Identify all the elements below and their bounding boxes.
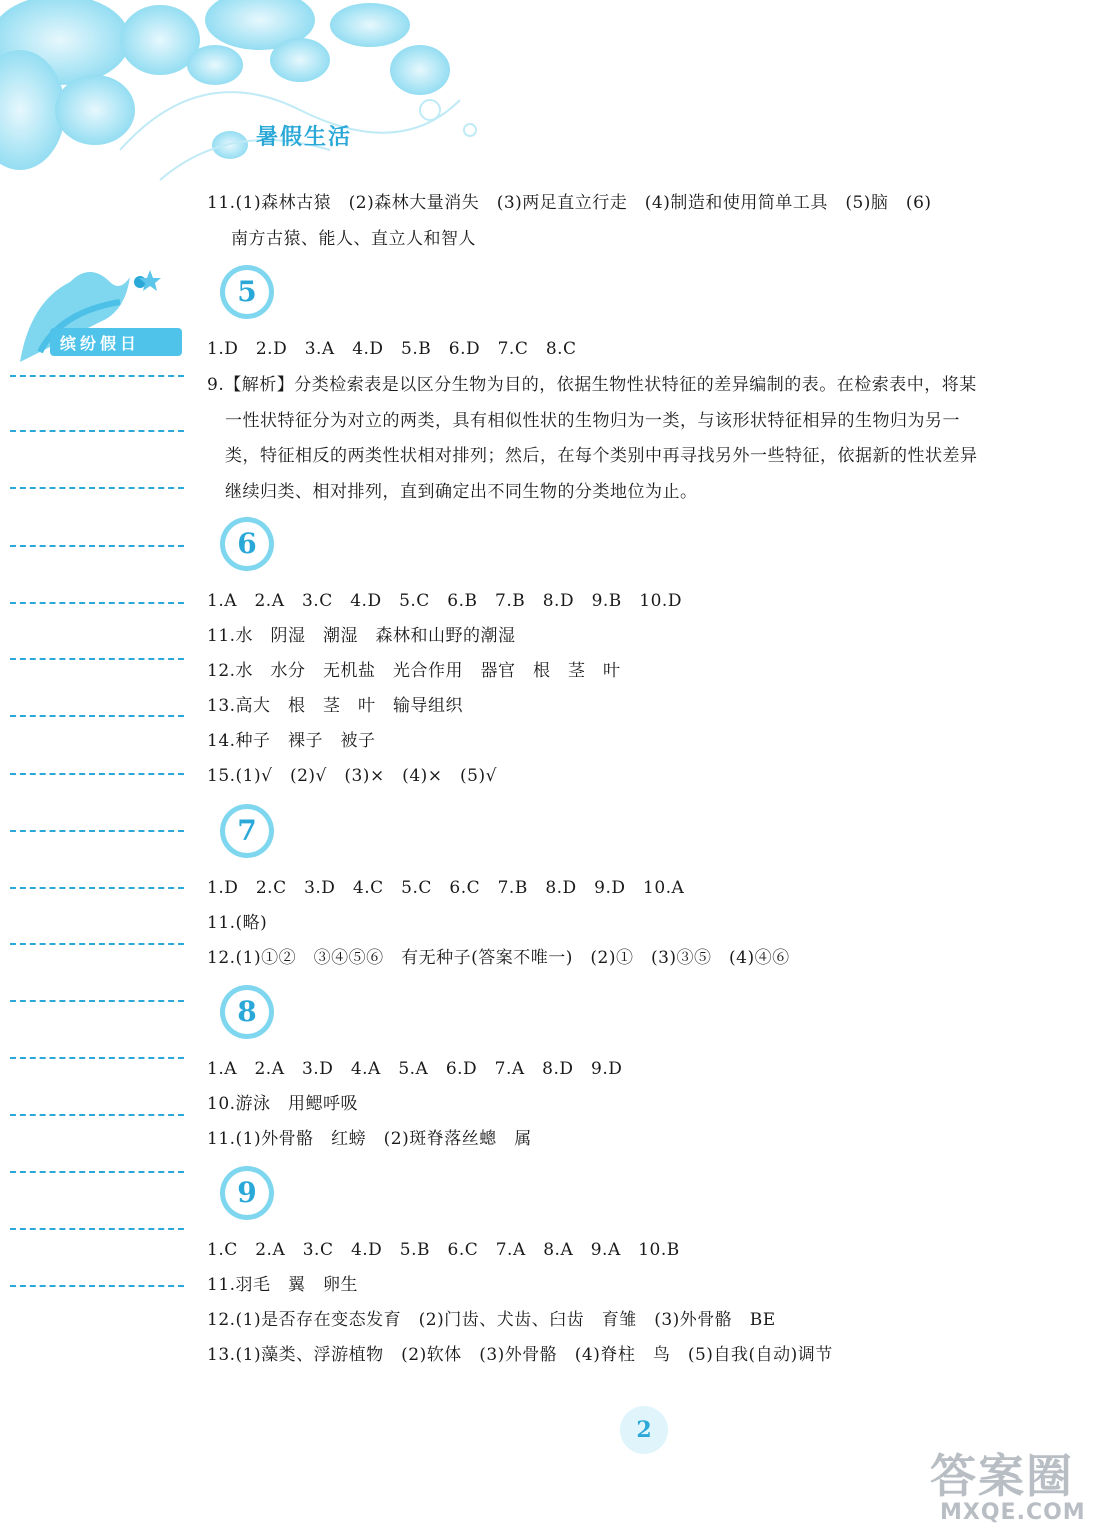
margin-dash-line: [10, 830, 184, 832]
answer-line: 1.A 2.A 3.C 4.D 5.C 6.B 7.B 8.D 9.B 10.D: [207, 591, 682, 611]
margin-dash-line: [10, 1285, 184, 1287]
answer-line: 11.(1)森林古猿 (2)森林大量消失 (3)两足直立行走 (4)制造和使用简单工具 (5)脑 (6): [207, 193, 932, 213]
margin-dash-line: [10, 773, 184, 775]
watermark-url: MXQE.COM: [940, 1500, 1086, 1525]
margin-dash-line: [10, 430, 184, 432]
answer-line: 1.C 2.A 3.C 4.D 5.B 6.C 7.A 8.A 9.A 10.B: [207, 1240, 680, 1260]
margin-dash-line: [10, 487, 184, 489]
section-number-badge: [219, 803, 275, 859]
page-number: 2: [636, 1417, 652, 1443]
watermark: [900, 1440, 1100, 1530]
answer-line: 11.(1)外骨骼 红螃 (2)斑脊落丝蟌 属: [207, 1129, 532, 1149]
margin-dash-line: [10, 887, 184, 889]
answer-line: 类，特征相反的两类性状相对排列；然后，在每个类别中再寻找另外一些特征，依据新的性状差异: [225, 446, 978, 466]
margin-dash-line: [10, 375, 184, 377]
answer-line: 11.(略): [207, 913, 268, 933]
answer-line: 11.水 阴湿 潮湿 森林和山野的潮湿: [207, 626, 516, 646]
page-header-title: 暑假生活: [256, 125, 353, 150]
margin-dash-line: [10, 602, 184, 604]
answer-line: 继续归类、相对排列，直到确定出不同生物的分类地位为止。: [225, 482, 698, 502]
sidebar-badge-label: 缤纷假日: [60, 334, 141, 353]
section-number-badge: [219, 516, 275, 572]
section-number-badge: [219, 264, 275, 320]
section-number: 5: [237, 275, 257, 308]
margin-dash-line: [10, 545, 184, 547]
section-number: 8: [237, 995, 257, 1028]
watermark-logo-text: 答案圈: [930, 1449, 1074, 1503]
margin-dash-line: [10, 715, 184, 717]
margin-dash-line: [10, 1057, 184, 1059]
answer-line: 12.水 水分 无机盐 光合作用 器官 根 茎 叶: [207, 661, 621, 681]
answer-line: 1.A 2.A 3.D 4.A 5.A 6.D 7.A 8.D 9.D: [207, 1059, 623, 1079]
answer-line: 13.(1)藻类、浮游植物 (2)软体 (3)外骨骼 (4)脊柱 鸟 (5)自我(自动)调节: [207, 1345, 833, 1365]
section-number: 7: [237, 814, 257, 847]
answer-line: 12.(1)①② ③④⑤⑥ 有无种子(答案不唯一) (2)① (3)③⑤ (4)④⑥: [207, 948, 790, 968]
section-number-badge: [219, 984, 275, 1040]
answer-line: 9.【解析】分类检索表是以区分生物为目的，依据生物性状特征的差异编制的表。在检索表中，将某: [207, 375, 977, 395]
answer-line: 15.(1)√ (2)√ (3)× (4)× (5)√: [207, 766, 497, 786]
answer-line: 南方古猿、能人、直立人和智人: [231, 229, 476, 249]
answer-line: 11.羽毛 翼 卵生: [207, 1275, 359, 1295]
section-number: 9: [237, 1176, 257, 1209]
answer-line: 10.游泳 用鳃呼吸: [207, 1094, 359, 1114]
answer-line: 13.高大 根 茎 叶 输导组织: [207, 696, 464, 716]
margin-dash-line: [10, 658, 184, 660]
margin-dash-line: [10, 1000, 184, 1002]
margin-dash-line: [10, 1114, 184, 1116]
answer-line: 12.(1)是否存在变态发育 (2)门齿、犬齿、臼齿 育雏 (3)外骨骼 BE: [207, 1310, 776, 1330]
margin-dash-line: [10, 1171, 184, 1173]
answer-line: 14.种子 裸子 被子: [207, 731, 376, 751]
answer-line: 1.D 2.C 3.D 4.C 5.C 6.C 7.B 8.D 9.D 10.A: [207, 878, 685, 898]
section-number: 6: [237, 527, 257, 560]
margin-dash-line: [10, 943, 184, 945]
margin-dash-line: [10, 1228, 184, 1230]
answer-line: 1.D 2.D 3.A 4.D 5.B 6.D 7.C 8.C: [207, 339, 577, 359]
answer-line: 一性状特征分为对立的两类，具有相似性状的生物归为一类，与该形状特征相异的生物归为另一: [225, 411, 960, 431]
section-number-badge: [219, 1165, 275, 1221]
